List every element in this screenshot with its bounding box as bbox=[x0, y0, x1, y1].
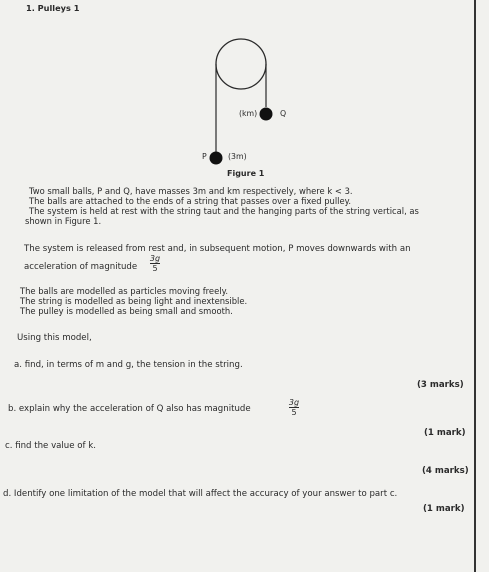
using-model-line: Using this model, bbox=[17, 333, 92, 343]
intro-line: The system is held at rest with the string taut and the hanging parts of the string vertical, as bbox=[29, 206, 419, 216]
part-a-text: a. find, in terms of m and g, the tension in the string. bbox=[14, 360, 243, 370]
pulley-wheel bbox=[216, 39, 266, 89]
p-mass-label: (3m) bbox=[228, 152, 247, 161]
fraction-3g-over-5-part-b bbox=[288, 398, 300, 417]
figure-caption: Figure 1 bbox=[227, 169, 265, 178]
part-b-marks: (1 mark) bbox=[424, 428, 466, 438]
p-name-label: P bbox=[202, 152, 207, 161]
fraction-numerator: 3g bbox=[149, 254, 161, 263]
intro-line: The balls are attached to the ends of a string that passes over a fixed pulley. bbox=[29, 196, 352, 206]
part-d-marks: (1 mark) bbox=[423, 504, 465, 514]
q-mass-label: (km) bbox=[239, 109, 258, 118]
release-line: acceleration of magnitude bbox=[24, 262, 138, 272]
part-b-text: b. explain why the acceleration of Q also has magnitude bbox=[8, 404, 251, 414]
intro-line: shown in Figure 1. bbox=[25, 216, 102, 226]
fraction-3g-over-5 bbox=[149, 254, 161, 273]
fraction-denominator: 5 bbox=[152, 264, 158, 273]
part-c-text: c. find the value of k. bbox=[5, 441, 96, 451]
fraction-numerator: 3g bbox=[288, 398, 300, 407]
fraction-denominator: 5 bbox=[291, 408, 297, 417]
ball-p bbox=[210, 152, 223, 165]
release-line: The system is released from rest and, in subsequent motion, P moves downwards with an bbox=[24, 244, 411, 254]
assumption-line: The balls are modelled as particles moving freely. bbox=[20, 286, 228, 296]
part-d-text: d. Identify one limitation of the model that will affect the accuracy of your answer to part c. bbox=[3, 489, 398, 499]
part-a-marks: (3 marks) bbox=[417, 380, 464, 390]
ball-q bbox=[260, 108, 273, 121]
question-heading: 1. Pulleys 1 bbox=[26, 3, 80, 13]
assumption-line: The pulley is modelled as being small and smooth. bbox=[20, 306, 233, 316]
assumption-line: The string is modelled as being light and inextensible. bbox=[20, 296, 248, 306]
part-c-marks: (4 marks) bbox=[422, 466, 469, 476]
q-name-label: Q bbox=[280, 109, 287, 118]
intro-line: Two small balls, P and Q, have masses 3m and km respectively, where k < 3. bbox=[29, 186, 353, 196]
